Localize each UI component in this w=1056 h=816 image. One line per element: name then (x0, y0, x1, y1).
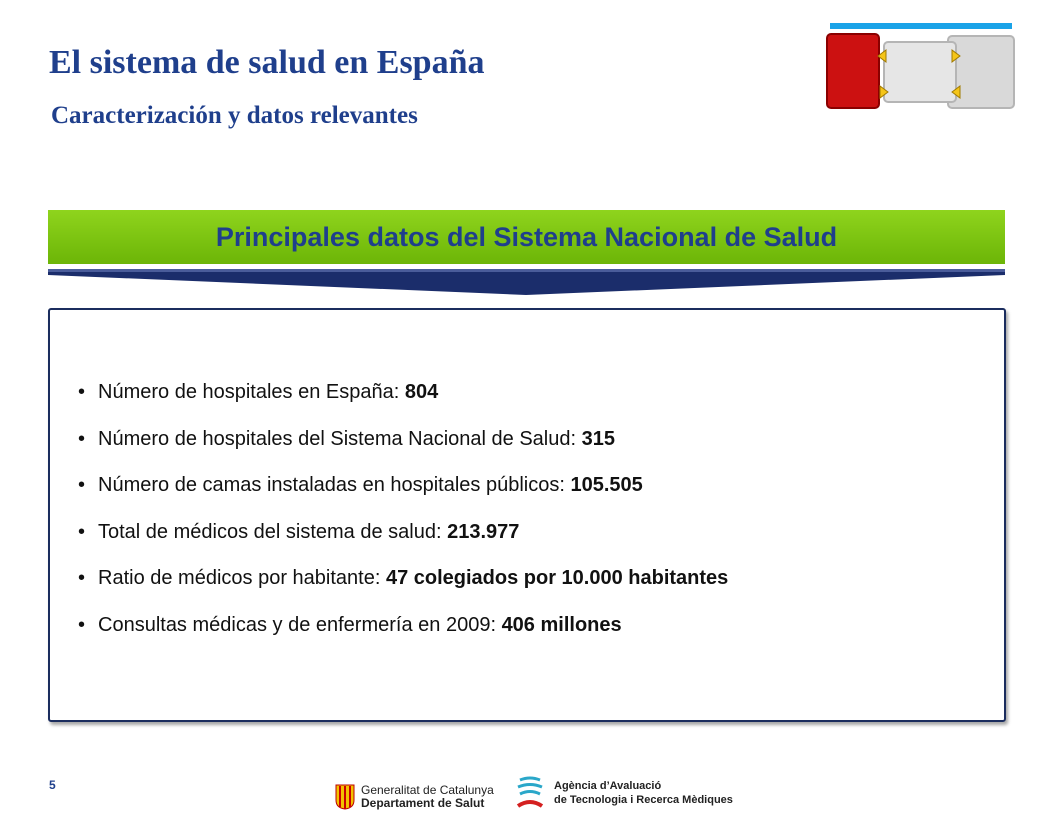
fact-value: 213.977 (447, 520, 520, 543)
aquas-logo (514, 776, 733, 810)
fact-label: Número de camas instaladas en hospitales públicos: (98, 474, 571, 496)
fact-label: Total de médicos del sistema de salud: (98, 520, 448, 543)
aquas-line2: de Tecnologia i Recerca Mèdiques (554, 794, 733, 806)
list-item: • Número de hospitales del Sistema Nacional de Salud: 315 (78, 427, 615, 450)
generalitat-stripes-icon (335, 784, 355, 810)
fact-label: Ratio de médicos por habitante: (98, 567, 386, 589)
list-item: • Total de médicos del sistema de salud: 213.977 (78, 520, 520, 543)
fact-label: Número de hospitales del Sistema Nacional de Salud: (98, 427, 582, 450)
data-box (48, 308, 1006, 722)
fact-value: 406 millones (501, 613, 622, 636)
generalitat-line1: Generalitat de Catalunya (361, 783, 494, 797)
aquas-line1: Agència d’Avaluació (554, 780, 662, 792)
list-item: • Ratio de médicos por habitante: 47 colegiados por 10.000 habitantes (78, 567, 729, 589)
page-subtitle: Caracterización y datos relevantes (51, 102, 418, 129)
banner-title: Principales datos del Sistema Nacional de Salud (215, 221, 838, 252)
chevron-down-icon (48, 265, 1005, 297)
list-item: • Número de hospitales en España: 804 (78, 381, 439, 403)
fact-value: 804 (404, 381, 439, 403)
page-number: 5 (49, 778, 56, 792)
process-diagram-icon (822, 20, 1022, 115)
generalitat-line2: Departament de Salut (361, 796, 485, 810)
fact-label: Consultas médicas y de enfermería en 2009: (98, 613, 502, 636)
section-banner (48, 210, 1005, 264)
list-item: • Número de camas instaladas en hospitales públicos: 105.505 (78, 474, 643, 496)
fact-label: Número de hospitales en España: (98, 381, 405, 403)
page-title: El sistema de salud en España (49, 44, 485, 81)
fact-value: 315 (581, 427, 615, 450)
list-item: • Consultas médicas y de enfermería en 2009: 406 millones (78, 613, 622, 636)
fact-value: 47 colegiados por 10.000 habitantes (385, 567, 729, 589)
generalitat-logo (335, 784, 494, 810)
aquas-waves-icon (514, 776, 546, 810)
fact-value: 105.505 (570, 474, 643, 496)
facts-list (78, 380, 728, 659)
